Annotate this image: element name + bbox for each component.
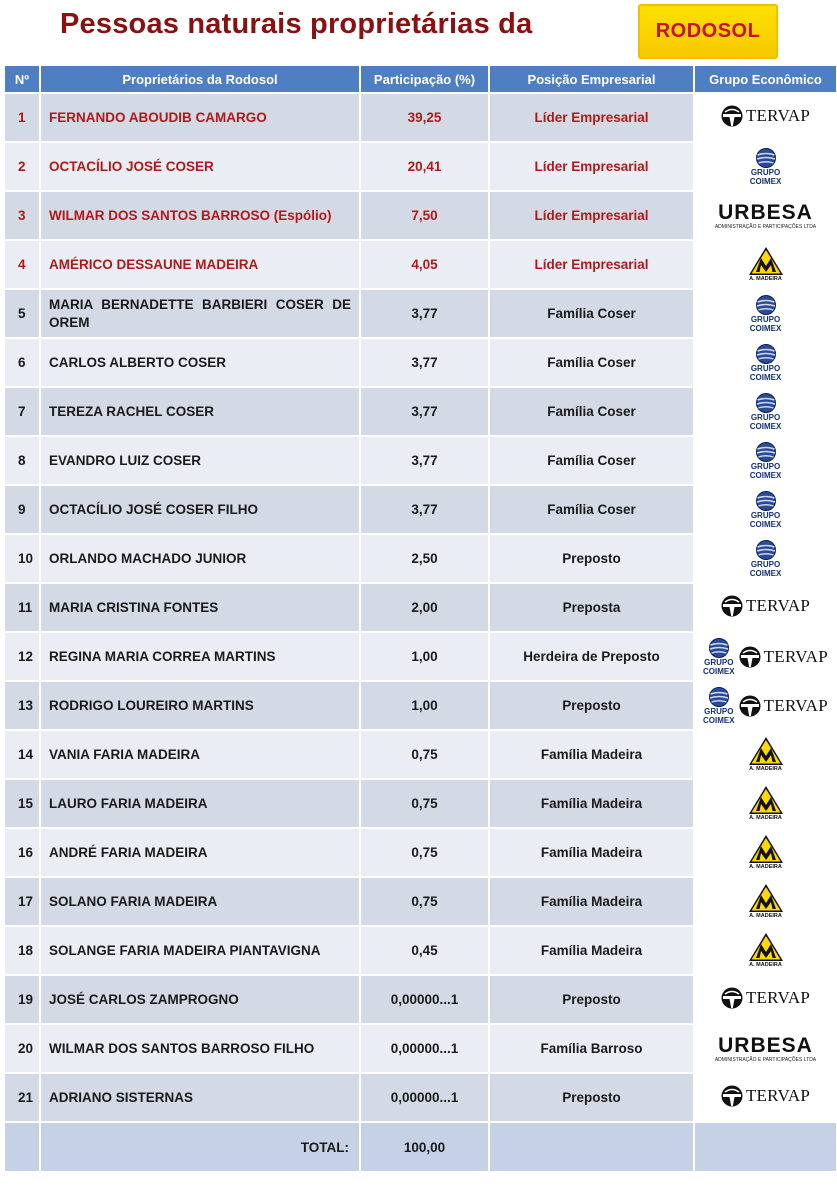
tervap-emblem-icon — [721, 1085, 743, 1107]
economic-group-logos — [715, 1035, 816, 1063]
economic-group-cell — [695, 94, 836, 141]
economic-group-logos — [748, 246, 784, 283]
economic-group-cell — [695, 1074, 836, 1121]
column-header-participation: Participação (%) — [361, 66, 488, 92]
tervap-logo — [739, 695, 828, 717]
participation-value: 2,50 — [361, 535, 488, 582]
business-position: Líder Empresarial — [490, 192, 693, 239]
economic-group-logos — [748, 785, 784, 822]
coimex-logo — [703, 687, 735, 725]
tervap-logo — [721, 595, 810, 617]
economic-group-logos — [748, 736, 784, 773]
table-body — [5, 94, 836, 1121]
business-position: Família Madeira — [490, 780, 693, 827]
owner-name: EVANDRO LUIZ COSER — [41, 437, 359, 484]
participation-value: 4,05 — [361, 241, 488, 288]
total-label: TOTAL: — [41, 1123, 359, 1171]
owner-name: REGINA MARIA CORREA MARTINS — [41, 633, 359, 680]
business-position: Preposto — [490, 535, 693, 582]
economic-group-logos — [750, 344, 782, 382]
coimex-logo-text: GRUPO COIMEX — [749, 167, 782, 186]
participation-value: 20,41 — [361, 143, 488, 190]
participation-value: 3,77 — [361, 486, 488, 533]
economic-group-cell — [695, 192, 836, 239]
business-position: Preposta — [490, 584, 693, 631]
participation-value: 0,75 — [361, 731, 488, 778]
economic-group-logos — [703, 687, 828, 725]
business-position: Família Coser — [490, 339, 693, 386]
participation-value: 0,00000...1 — [361, 1025, 488, 1072]
madeira-logo — [748, 932, 784, 969]
business-position: Família Barroso — [490, 1025, 693, 1072]
business-position: Família Madeira — [490, 731, 693, 778]
coimex-logo — [750, 344, 782, 382]
owner-name: ANDRÉ FARIA MADEIRA — [41, 829, 359, 876]
title-bar — [0, 0, 837, 62]
coimex-logo — [750, 393, 782, 431]
tervap-emblem-icon — [739, 695, 761, 717]
table-row — [5, 192, 836, 239]
row-number: 12 — [5, 633, 39, 680]
total-value: 100,00 — [361, 1123, 488, 1171]
row-number: 15 — [5, 780, 39, 827]
table-row — [5, 388, 836, 435]
total-empty-cell — [5, 1123, 39, 1171]
table-row — [5, 976, 836, 1023]
table-row — [5, 437, 836, 484]
table-row — [5, 143, 836, 190]
coimex-globe-icon — [707, 638, 731, 658]
madeira-logo — [748, 834, 784, 871]
economic-group-logos — [721, 595, 810, 617]
coimex-globe-icon — [754, 393, 778, 413]
tervap-logo-text: TERVAP — [763, 695, 828, 715]
row-number: 21 — [5, 1074, 39, 1121]
coimex-logo — [703, 638, 735, 676]
economic-group-cell — [695, 633, 836, 680]
madeira-logo-text: A. MADEIRA — [749, 815, 782, 822]
table-row — [5, 241, 836, 288]
participation-value: 0,75 — [361, 780, 488, 827]
economic-group-cell — [695, 486, 836, 533]
coimex-logo — [750, 491, 782, 529]
owner-name: OCTACÍLIO JOSÉ COSER — [41, 143, 359, 190]
coimex-globe-icon — [754, 540, 778, 560]
table-row — [5, 829, 836, 876]
economic-group-logos — [748, 932, 784, 969]
row-number: 8 — [5, 437, 39, 484]
coimex-globe-icon — [754, 442, 778, 462]
coimex-logo — [750, 148, 782, 186]
coimex-logo-text: GRUPO COIMEX — [749, 363, 782, 382]
owner-name: LAURO FARIA MADEIRA — [41, 780, 359, 827]
table-row — [5, 878, 836, 925]
participation-value: 3,77 — [361, 339, 488, 386]
coimex-globe-icon — [754, 344, 778, 364]
table-row — [5, 780, 836, 827]
urbesa-logo-subtitle: ADMINISTRAÇÃO E PARTICIPAÇÕES LTDA — [714, 1056, 817, 1063]
coimex-logo — [750, 442, 782, 480]
owners-table — [3, 64, 837, 1173]
coimex-logo — [750, 295, 782, 333]
owner-name: RODRIGO LOUREIRO MARTINS — [41, 682, 359, 729]
economic-group-cell — [695, 437, 836, 484]
tervap-emblem-icon — [739, 646, 761, 668]
madeira-logo — [748, 246, 784, 283]
table-row — [5, 94, 836, 141]
madeira-logo-text: A. MADEIRA — [749, 962, 782, 969]
business-position: Família Coser — [490, 486, 693, 533]
participation-value: 39,25 — [361, 94, 488, 141]
row-number: 3 — [5, 192, 39, 239]
madeira-emblem-icon — [748, 932, 784, 962]
business-position: Família Madeira — [490, 927, 693, 974]
row-number: 9 — [5, 486, 39, 533]
row-number: 6 — [5, 339, 39, 386]
business-position: Líder Empresarial — [490, 241, 693, 288]
table-row — [5, 731, 836, 778]
economic-group-cell — [695, 1025, 836, 1072]
coimex-logo-text: GRUPO COIMEX — [703, 706, 735, 725]
economic-group-cell — [695, 339, 836, 386]
tervap-logo — [721, 105, 810, 127]
row-number: 5 — [5, 290, 39, 337]
madeira-emblem-icon — [748, 883, 784, 913]
business-position: Família Coser — [490, 388, 693, 435]
row-number: 7 — [5, 388, 39, 435]
rodosol-logo-text: RODOSOL — [655, 20, 761, 42]
coimex-logo-text: GRUPO COIMEX — [749, 314, 782, 333]
tervap-logo — [739, 646, 828, 668]
owner-name: ADRIANO SISTERNAS — [41, 1074, 359, 1121]
coimex-logo-text: GRUPO COIMEX — [749, 461, 782, 480]
coimex-logo-text: GRUPO COIMEX — [749, 510, 782, 529]
table-header-row — [5, 66, 836, 92]
column-header-group: Grupo Econômico — [695, 66, 836, 92]
row-number: 18 — [5, 927, 39, 974]
economic-group-cell — [695, 290, 836, 337]
table-row — [5, 1074, 836, 1121]
madeira-emblem-icon — [748, 246, 784, 276]
economic-group-logos — [721, 105, 810, 127]
row-number: 10 — [5, 535, 39, 582]
row-number: 17 — [5, 878, 39, 925]
coimex-logo-text: GRUPO COIMEX — [703, 657, 735, 676]
urbesa-logo — [715, 1035, 816, 1063]
tervap-emblem-icon — [721, 105, 743, 127]
economic-group-logos — [750, 295, 782, 333]
participation-value: 1,00 — [361, 682, 488, 729]
row-number: 2 — [5, 143, 39, 190]
table-row — [5, 682, 836, 729]
owner-name: WILMAR DOS SANTOS BARROSO FILHO — [41, 1025, 359, 1072]
table-row — [5, 927, 836, 974]
owner-name: ORLANDO MACHADO JUNIOR — [41, 535, 359, 582]
economic-group-cell — [695, 731, 836, 778]
row-number: 13 — [5, 682, 39, 729]
economic-group-logos — [750, 442, 782, 480]
participation-value: 0,75 — [361, 829, 488, 876]
total-empty-cell — [490, 1123, 693, 1171]
owner-name: SOLANO FARIA MADEIRA — [41, 878, 359, 925]
madeira-logo-text: A. MADEIRA — [749, 766, 782, 773]
tervap-logo — [721, 1085, 810, 1107]
coimex-globe-icon — [754, 491, 778, 511]
participation-value: 3,77 — [361, 437, 488, 484]
madeira-logo — [748, 785, 784, 822]
row-number: 11 — [5, 584, 39, 631]
economic-group-cell — [695, 682, 836, 729]
economic-group-logos — [750, 393, 782, 431]
business-position: Família Madeira — [490, 829, 693, 876]
page-title: Pessoas naturais proprietárias da — [60, 8, 533, 40]
owner-name: VANIA FARIA MADEIRA — [41, 731, 359, 778]
economic-group-logos — [750, 491, 782, 529]
participation-value: 1,00 — [361, 633, 488, 680]
participation-value: 0,75 — [361, 878, 488, 925]
tervap-logo-text: TERVAP — [745, 1086, 811, 1105]
tervap-logo-text: TERVAP — [763, 646, 828, 666]
business-position: Família Madeira — [490, 878, 693, 925]
row-number: 14 — [5, 731, 39, 778]
madeira-logo — [748, 736, 784, 773]
urbesa-logo-text: URBESA — [718, 200, 813, 224]
urbesa-logo-subtitle: ADMINISTRAÇÃO E PARTICIPAÇÕES LTDA — [714, 223, 817, 230]
economic-group-cell — [695, 829, 836, 876]
owner-name: AMÉRICO DESSAUNE MADEIRA — [41, 241, 359, 288]
madeira-logo-text: A. MADEIRA — [749, 276, 782, 283]
owner-name: FERNANDO ABOUDIB CAMARGO — [41, 94, 359, 141]
madeira-logo-text: A. MADEIRA — [749, 913, 782, 920]
column-header-position: Posição Empresarial — [490, 66, 693, 92]
economic-group-cell — [695, 927, 836, 974]
table-row — [5, 535, 836, 582]
economic-group-cell — [695, 535, 836, 582]
rodosol-logo — [638, 4, 778, 59]
urbesa-logo — [715, 202, 816, 230]
tervap-logo-text: TERVAP — [745, 106, 811, 125]
coimex-globe-icon — [707, 687, 731, 707]
coimex-logo — [750, 540, 782, 578]
madeira-logo-text: A. MADEIRA — [749, 864, 782, 871]
table-row — [5, 486, 836, 533]
business-position: Preposto — [490, 682, 693, 729]
business-position: Líder Empresarial — [490, 94, 693, 141]
participation-value: 7,50 — [361, 192, 488, 239]
participation-value: 3,77 — [361, 290, 488, 337]
economic-group-cell — [695, 878, 836, 925]
coimex-globe-icon — [754, 148, 778, 168]
owner-name: OCTACÍLIO JOSÉ COSER FILHO — [41, 486, 359, 533]
participation-value: 0,00000...1 — [361, 976, 488, 1023]
business-position: Família Coser — [490, 437, 693, 484]
table-row — [5, 584, 836, 631]
economic-group-cell — [695, 584, 836, 631]
tervap-logo-text: TERVAP — [745, 596, 811, 615]
row-number: 19 — [5, 976, 39, 1023]
row-number: 1 — [5, 94, 39, 141]
business-position: Herdeira de Preposto — [490, 633, 693, 680]
economic-group-logos — [750, 540, 782, 578]
column-header-owner: Proprietários da Rodosol — [41, 66, 359, 92]
economic-group-logos — [703, 638, 828, 676]
economic-group-cell — [695, 780, 836, 827]
economic-group-cell — [695, 143, 836, 190]
madeira-emblem-icon — [748, 785, 784, 815]
madeira-emblem-icon — [748, 736, 784, 766]
owner-name: WILMAR DOS SANTOS BARROSO (Espólio) — [41, 192, 359, 239]
owner-name: CARLOS ALBERTO COSER — [41, 339, 359, 386]
table-row — [5, 633, 836, 680]
participation-value: 3,77 — [361, 388, 488, 435]
business-position: Líder Empresarial — [490, 143, 693, 190]
tervap-emblem-icon — [721, 595, 743, 617]
economic-group-cell — [695, 388, 836, 435]
participation-value: 0,00000...1 — [361, 1074, 488, 1121]
business-position: Preposto — [490, 976, 693, 1023]
participation-value: 2,00 — [361, 584, 488, 631]
total-row — [5, 1123, 836, 1171]
table-row — [5, 339, 836, 386]
business-position: Família Coser — [490, 290, 693, 337]
owner-name: TEREZA RACHEL COSER — [41, 388, 359, 435]
coimex-logo-text: GRUPO COIMEX — [749, 559, 782, 578]
row-number: 20 — [5, 1025, 39, 1072]
column-header-number: Nº — [5, 66, 39, 92]
total-empty-cell — [695, 1123, 836, 1171]
owner-name: JOSÉ CARLOS ZAMPROGNO — [41, 976, 359, 1023]
row-number: 4 — [5, 241, 39, 288]
economic-group-logos — [748, 834, 784, 871]
business-position: Preposto — [490, 1074, 693, 1121]
coimex-globe-icon — [754, 295, 778, 315]
coimex-logo-text: GRUPO COIMEX — [749, 412, 782, 431]
economic-group-cell — [695, 976, 836, 1023]
madeira-logo — [748, 883, 784, 920]
economic-group-logos — [750, 148, 782, 186]
madeira-emblem-icon — [748, 834, 784, 864]
owner-name: SOLANGE FARIA MADEIRA PIANTAVIGNA — [41, 927, 359, 974]
owner-name: MARIA CRISTINA FONTES — [41, 584, 359, 631]
tervap-logo-text: TERVAP — [745, 988, 811, 1007]
economic-group-logos — [715, 202, 816, 230]
economic-group-logos — [721, 987, 810, 1009]
urbesa-logo-text: URBESA — [718, 1033, 813, 1057]
economic-group-cell — [695, 241, 836, 288]
tervap-logo — [721, 987, 810, 1009]
economic-group-logos — [721, 1085, 810, 1107]
tervap-emblem-icon — [721, 987, 743, 1009]
table-row — [5, 1025, 836, 1072]
owner-name: MARIA BERNADETTE BARBIERI COSER DE OREM — [41, 290, 359, 337]
participation-value: 0,45 — [361, 927, 488, 974]
economic-group-logos — [748, 883, 784, 920]
row-number: 16 — [5, 829, 39, 876]
table-row — [5, 290, 836, 337]
